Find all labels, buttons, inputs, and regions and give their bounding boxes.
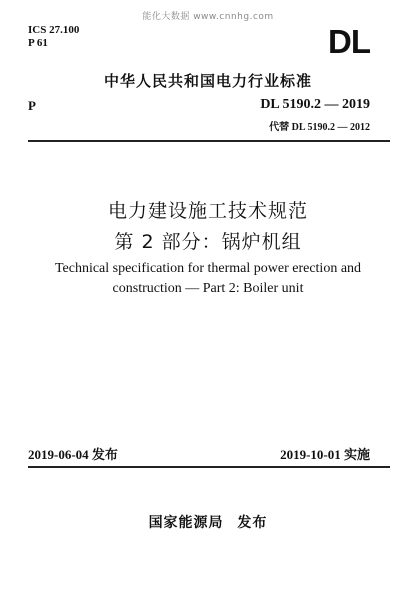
- ics-code: ICS 27.100: [28, 24, 80, 36]
- industry-standard-title: 中华人民共和国电力行业标准: [103, 72, 312, 90]
- classification-mark: P: [28, 98, 36, 113]
- document-title-cn: 电力建设施工技术规范: [107, 200, 308, 222]
- issue-date: 2019-06-04 发布: [28, 447, 118, 462]
- dl-logo: [312, 26, 386, 56]
- implementation-date: 2019-10-01 实施: [280, 447, 370, 462]
- replaces-standard: 代替 DL 5190.2 — 2012: [269, 122, 370, 133]
- watermark-text: 能化大数据 www.cnnhg.com: [142, 12, 274, 22]
- top-divider: [28, 140, 390, 142]
- standard-number: DL 5190.2 — 2019: [260, 97, 370, 112]
- document-title-en-line2: construction — Part 2: Boiler unit: [112, 281, 304, 296]
- issuing-authority: 国家能源局 发布: [148, 515, 268, 531]
- document-title-en-line1: Technical specification for thermal power erection and: [54, 261, 362, 276]
- dl-logo-text: DL: [328, 26, 370, 56]
- bottom-divider: [28, 466, 390, 468]
- document-part-title-cn: 第 2 部分：锅炉机组: [114, 231, 302, 253]
- ccs-code: P 61: [28, 37, 48, 49]
